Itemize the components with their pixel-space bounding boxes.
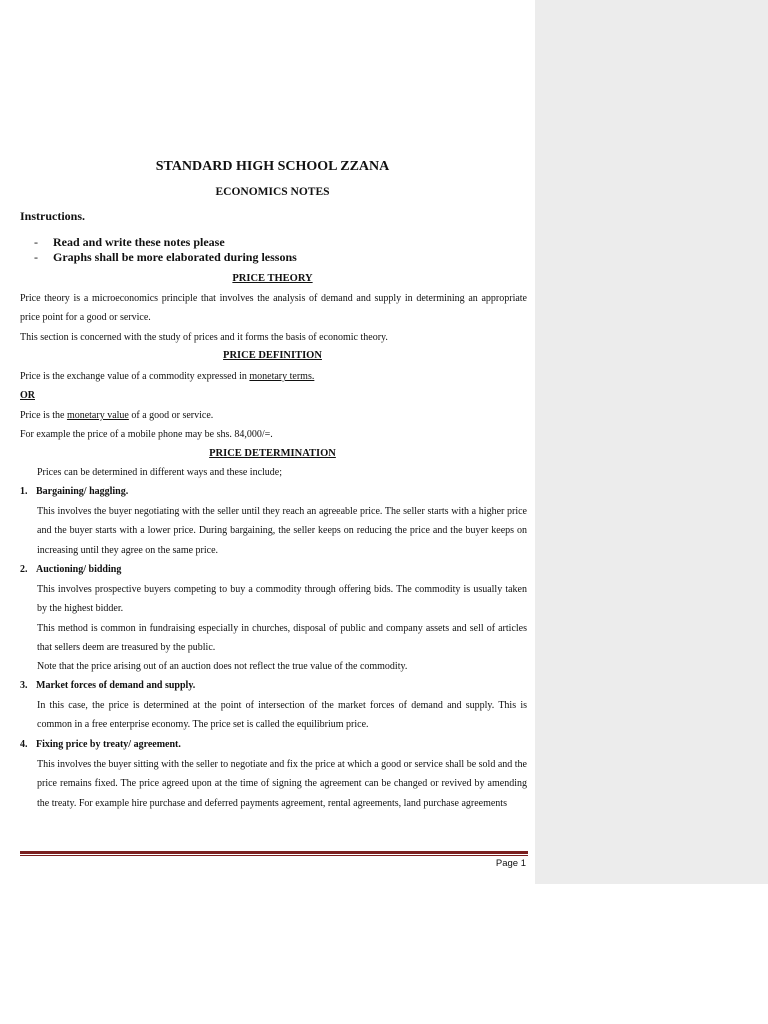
definition-1: Price is the exchange value of a commodity expressed in monetary terms. [20, 371, 315, 382]
comment-pane [535, 0, 768, 884]
list-item-heading: 2. Auctioning/ bidding [20, 564, 122, 575]
page-number: Page 1 [495, 858, 526, 869]
list-item-heading: 3. Market forces of demand and supply. [20, 680, 196, 691]
list-item-body: This involves the buyer negotiating with the seller until they reach an agreeable price. The seller starts with a higher price and the buyer starts with a lower price. During bargaining, the seller keeps on reducing the price and the buyer keeps on increasing until they agree on the same price. [37, 506, 527, 556]
list-item-body: In this case, the price is determined at the point of intersection of the market forces of demand and supply. This is common in a free enterprise economy. The price set is called the equilibrium price. [37, 700, 527, 731]
bullet-dash: - [34, 235, 38, 249]
section-heading-price-definition: PRICE DEFINITION [223, 350, 322, 361]
list-item-heading: 4. Fixing price by treaty/ agreement. [20, 739, 181, 750]
example-line: For example the price of a mobile phone may be shs. 84,000/=. [20, 428, 273, 440]
paragraph: Price theory is a microeconomics principle that involves the analysis of demand and supply in determining an appropriate price point for a good or service. [20, 293, 527, 324]
list-item-heading: 1. Bargaining/ haggling. [20, 486, 129, 497]
footer-rule-thin [20, 855, 528, 856]
instructions-heading: Instructions. [20, 209, 86, 223]
document-title: STANDARD HIGH SCHOOL ZZANA [155, 159, 390, 174]
definition-2: Price is the monetary value of a good or service. [20, 409, 214, 421]
underlined-term: monetary terms. [249, 371, 315, 382]
section-heading-price-theory: PRICE THEORY [232, 273, 313, 284]
instruction-item [34, 250, 297, 265]
list-item-body: This involves prospective buyers competing to buy a commodity through offering bids. The commodity is usually taken by the highest bidder. This method is common in fundraising especially in churches, disposal of public and company assets and sell of articles that sellers deem are treasured by the public. Note that the price arising out of an auction does not reflect the true value of the commodity. [37, 584, 527, 673]
list-item-body: This involves the buyer sitting with the seller to negotiate and fix the price at which a good or service shall be sold and the price remains fixed. The price agreed upon at the time of signing the agreement can be changed or revived by amending the treaty. For example hire purchase and deferred payments agreement, rental agreements, land purchase agreements [37, 759, 527, 809]
or-separator: OR [20, 390, 35, 402]
bullet-dash: - [34, 250, 38, 264]
document-subtitle: ECONOMICS NOTES [215, 186, 330, 198]
paragraph: This section is concerned with the study of prices and it forms the basis of economic theory. [20, 331, 388, 343]
section-heading-price-determination: PRICE DETERMINATION [209, 448, 336, 459]
underlined-term: monetary value [66, 409, 129, 421]
instruction-text: Graphs shall be more elaborated during lessons [53, 250, 297, 264]
price-theory-body [20, 289, 527, 347]
instruction-text: Read and write these notes please [53, 235, 225, 249]
determination-intro: Prices can be determined in different ways and these include; [37, 467, 283, 478]
instruction-item [34, 235, 225, 250]
footer-rule [20, 851, 528, 854]
price-definition-body [20, 367, 527, 444]
